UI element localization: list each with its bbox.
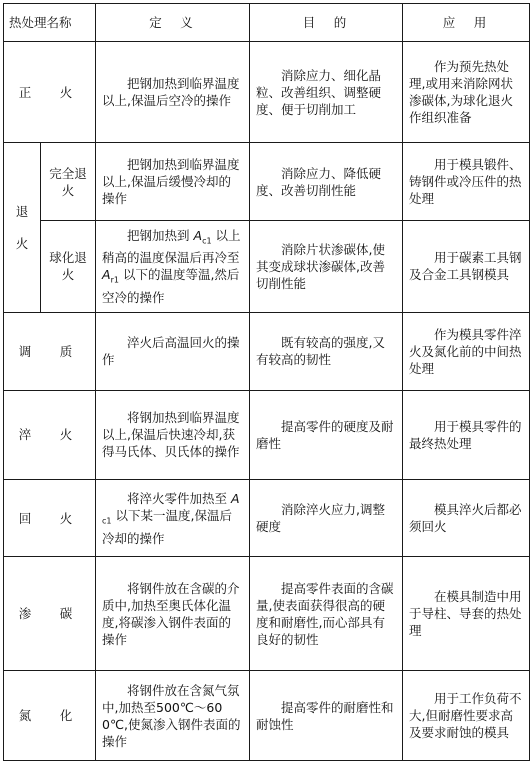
symbol-subscript: c1 bbox=[102, 516, 112, 526]
process-group-glyph: 火 bbox=[15, 235, 29, 251]
definition-cell bbox=[96, 220, 250, 313]
definition-cell: 将钢件放在含碳的介质中,加热至奥氏体化温度,将碳渗入钢件表面的操作 bbox=[96, 557, 250, 671]
purpose-cell: 消除淬火应力,调整硬度 bbox=[250, 480, 403, 557]
definition-text: 以下某一温度,保温后冷却的操作 bbox=[102, 508, 232, 546]
application-cell: 用于模具零件的最终热处理 bbox=[403, 390, 530, 480]
header-purpose: 目 的 bbox=[250, 4, 403, 42]
process-name: 调 质 bbox=[4, 313, 96, 390]
purpose-cell: 消除应力、细化晶粒、改善组织、调整硬度、便于切削加工 bbox=[250, 41, 403, 143]
table-row bbox=[4, 557, 530, 671]
process-name: 氮 化 bbox=[4, 671, 96, 761]
application-cell: 作为预先热处理,或用来消除网状渗碳体,为球化退火作组织准备 bbox=[403, 41, 530, 143]
symbol-a: A bbox=[231, 491, 240, 507]
purpose-cell: 消除片状渗碳体,使其变成球状渗碳体,改善切削性能 bbox=[250, 220, 403, 313]
application-cell: 在模具制造中用于导柱、导套的热处理 bbox=[403, 557, 530, 671]
heat-treatment-table bbox=[3, 3, 530, 761]
application-cell: 用于模具锻件、铸钢件或冷压件的热处理 bbox=[403, 143, 530, 220]
definition-cell bbox=[96, 480, 250, 557]
table-row bbox=[4, 143, 530, 220]
definition-text: 将淬火零件加热至 bbox=[127, 491, 231, 507]
table-row bbox=[4, 313, 530, 390]
symbol-a: A bbox=[102, 267, 111, 283]
application-cell: 用于碳素工具钢及合金工具钢模具 bbox=[403, 220, 530, 313]
header-definition: 定 义 bbox=[96, 4, 250, 42]
process-group-name bbox=[4, 143, 41, 313]
process-name: 淬 火 bbox=[4, 390, 96, 480]
process-name: 球化退火 bbox=[41, 220, 96, 313]
purpose-cell: 提高零件的耐磨性和耐蚀性 bbox=[250, 671, 403, 761]
process-group-label bbox=[6, 196, 38, 260]
definition-text: 以下的温度等温,然后空冷的操作 bbox=[102, 267, 240, 305]
definition-cell: 把钢加热到临界温度以上,保温后空冷的操作 bbox=[96, 41, 250, 143]
header-application: 应 用 bbox=[403, 4, 530, 42]
definition-cell: 把钢加热到临界温度以上,保温后缓慢冷却的操作 bbox=[96, 143, 250, 220]
process-group-glyph: 退 bbox=[15, 203, 29, 219]
process-name: 完全退火 bbox=[41, 143, 96, 220]
symbol-subscript: c1 bbox=[202, 236, 212, 246]
heat-treatment-table-sheet bbox=[3, 3, 529, 761]
process-name: 正 火 bbox=[4, 41, 96, 143]
definition-cell: 将钢件放在含氮气氛中,加热至500℃～600℃,使氮渗入钢件表面的操作 bbox=[96, 671, 250, 761]
table-row bbox=[4, 671, 530, 761]
purpose-cell: 既有较高的强度,又有较高的韧性 bbox=[250, 313, 403, 390]
table-header-row bbox=[4, 4, 530, 42]
table-row bbox=[4, 220, 530, 313]
header-name: 热处理名称 bbox=[4, 4, 96, 42]
purpose-cell: 提高零件的硬度及耐磨性 bbox=[250, 390, 403, 480]
definition-cell: 淬火后高温回火的操作 bbox=[96, 313, 250, 390]
definition-cell: 将钢加热到临界温度以上,保温后快速冷却,获得马氏体、贝氏体的操作 bbox=[96, 390, 250, 480]
process-name: 回 火 bbox=[4, 480, 96, 557]
application-cell: 用于工作负荷不大,但耐磨性要求高及要求耐蚀的模具 bbox=[403, 671, 530, 761]
application-cell: 作为模具零件淬火及氮化前的中间热处理 bbox=[403, 313, 530, 390]
definition-text: 把钢加热到 bbox=[127, 227, 194, 243]
table-row bbox=[4, 390, 530, 480]
table-row bbox=[4, 41, 530, 143]
process-name: 渗 碳 bbox=[4, 557, 96, 671]
definition-text: 以上稍高的温度保温后再冷至 bbox=[102, 227, 241, 266]
symbol-a: A bbox=[193, 227, 203, 243]
purpose-cell: 消除应力、降低硬度、改善切削性能 bbox=[250, 143, 403, 220]
application-cell: 模具淬火后都必须回火 bbox=[403, 480, 530, 557]
purpose-cell: 提高零件表面的含碳量,使表面获得很高的硬度和耐磨性,而心部具有良好的韧性 bbox=[250, 557, 403, 671]
table-row bbox=[4, 480, 530, 557]
symbol-subscript: r1 bbox=[110, 275, 119, 285]
